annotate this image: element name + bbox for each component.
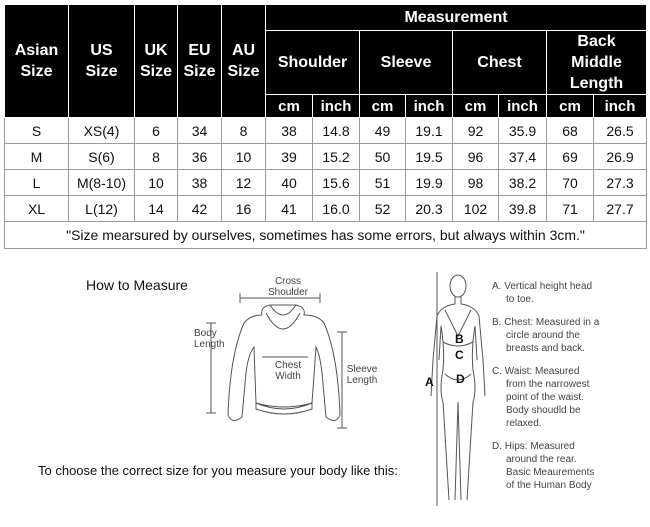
note-a: A. Vertical height head to toe. (492, 281, 593, 305)
unit-cm: cm (547, 95, 594, 118)
size-row (5, 144, 647, 170)
size-cell: 49 (360, 118, 406, 144)
size-cell: 35.9 (499, 118, 547, 144)
unit-inch: inch (406, 95, 453, 118)
size-cell: 70 (547, 170, 594, 196)
size-cell: 38 (178, 170, 222, 196)
size-cell: 38.2 (499, 170, 547, 196)
size-cell: 41 (266, 196, 313, 222)
col-eu-size: EU Size (178, 5, 222, 118)
size-cell: 39.8 (499, 196, 547, 222)
size-cell: 27.7 (594, 196, 647, 222)
size-cell: 50 (360, 144, 406, 170)
unit-inch: inch (313, 95, 360, 118)
note-d: D. Hips: Measured around the rear. Basic Meaurements of the Human Body (492, 441, 595, 491)
size-cell: 27.3 (594, 170, 647, 196)
size-row (5, 196, 647, 222)
body-letter-a: A (425, 375, 434, 389)
size-cell: 38 (266, 118, 313, 144)
size-cell: 102 (453, 196, 499, 222)
size-cell: L (5, 170, 69, 196)
size-cell: 10 (222, 144, 266, 170)
size-cell: 19.1 (406, 118, 453, 144)
chest-width-label: Chest Width (274, 360, 302, 382)
size-cell: 68 (547, 118, 594, 144)
body-length-label: Body Length (194, 328, 225, 350)
size-cell: 16 (222, 196, 266, 222)
size-cell: XS(4) (69, 118, 135, 144)
size-cell: 10 (135, 170, 178, 196)
size-cell: 69 (547, 144, 594, 170)
size-cell: 15.2 (313, 144, 360, 170)
size-cell: M (5, 144, 69, 170)
body-letter-c: C (455, 348, 464, 362)
size-cell: 8 (222, 118, 266, 144)
size-cell: S (5, 118, 69, 144)
body-letter-d: D (456, 372, 465, 386)
size-cell: 39 (266, 144, 313, 170)
garment-diagram (200, 285, 380, 435)
body-figure (425, 270, 487, 510)
size-cell: S(6) (69, 144, 135, 170)
note-c: C. Waist: Measured from the narrowest point of the waist. Body shoudld be relaxed. (492, 366, 590, 429)
body-letter-b: B (455, 332, 464, 346)
note-b: B. Chest: Measured in a circle around the breasts and back. (492, 317, 600, 354)
size-cell: 14 (135, 196, 178, 222)
size-cell: 8 (135, 144, 178, 170)
size-cell: 37.4 (499, 144, 547, 170)
size-cell: XL (5, 196, 69, 222)
size-cell: 26.5 (594, 118, 647, 144)
instruction-text: To choose the correct size for you measure your body like this: (38, 463, 398, 478)
size-chart-table (4, 4, 647, 249)
size-cell: 71 (547, 196, 594, 222)
size-row (5, 170, 647, 196)
size-cell: 20.3 (406, 196, 453, 222)
size-cell: 34 (178, 118, 222, 144)
size-cell: 14.8 (313, 118, 360, 144)
size-cell: 12 (222, 170, 266, 196)
unit-cm: cm (453, 95, 499, 118)
group-sleeve: Sleeve (360, 31, 453, 95)
size-cell: 42 (178, 196, 222, 222)
size-note: "Size mearsured by ourselves, sometimes has some errors, but always within 3cm." (5, 222, 647, 249)
size-cell: 36 (178, 144, 222, 170)
col-uk-size: UK Size (135, 5, 178, 118)
unit-inch: inch (594, 95, 647, 118)
how-to-measure-title: How to Measure (86, 277, 188, 293)
group-chest: Chest (453, 31, 547, 95)
size-cell: 92 (453, 118, 499, 144)
size-cell: M(8-10) (69, 170, 135, 196)
unit-cm: cm (360, 95, 406, 118)
size-cell: 6 (135, 118, 178, 144)
size-cell: 52 (360, 196, 406, 222)
measurement-notes (492, 280, 647, 502)
group-back-middle-length: Back Middle Length (547, 31, 647, 95)
unit-inch: inch (499, 95, 547, 118)
size-cell: 40 (266, 170, 313, 196)
size-cell: 19.5 (406, 144, 453, 170)
sleeve-length-label: Sleeve Length (346, 364, 378, 386)
cross-shoulder-label: Cross Shoulder (267, 276, 309, 298)
col-au-size: AU Size (222, 5, 266, 118)
size-cell: 96 (453, 144, 499, 170)
size-cell: 26.9 (594, 144, 647, 170)
col-us-size: US Size (69, 5, 135, 118)
size-cell: 16.0 (313, 196, 360, 222)
size-cell: 15.6 (313, 170, 360, 196)
group-shoulder: Shoulder (266, 31, 360, 95)
col-asian-size: Asian Size (5, 5, 69, 118)
size-row (5, 118, 647, 144)
size-cell: 19.9 (406, 170, 453, 196)
size-cell: 98 (453, 170, 499, 196)
size-cell: 51 (360, 170, 406, 196)
measurement-header: Measurement (266, 5, 647, 31)
size-cell: L(12) (69, 196, 135, 222)
unit-cm: cm (266, 95, 313, 118)
